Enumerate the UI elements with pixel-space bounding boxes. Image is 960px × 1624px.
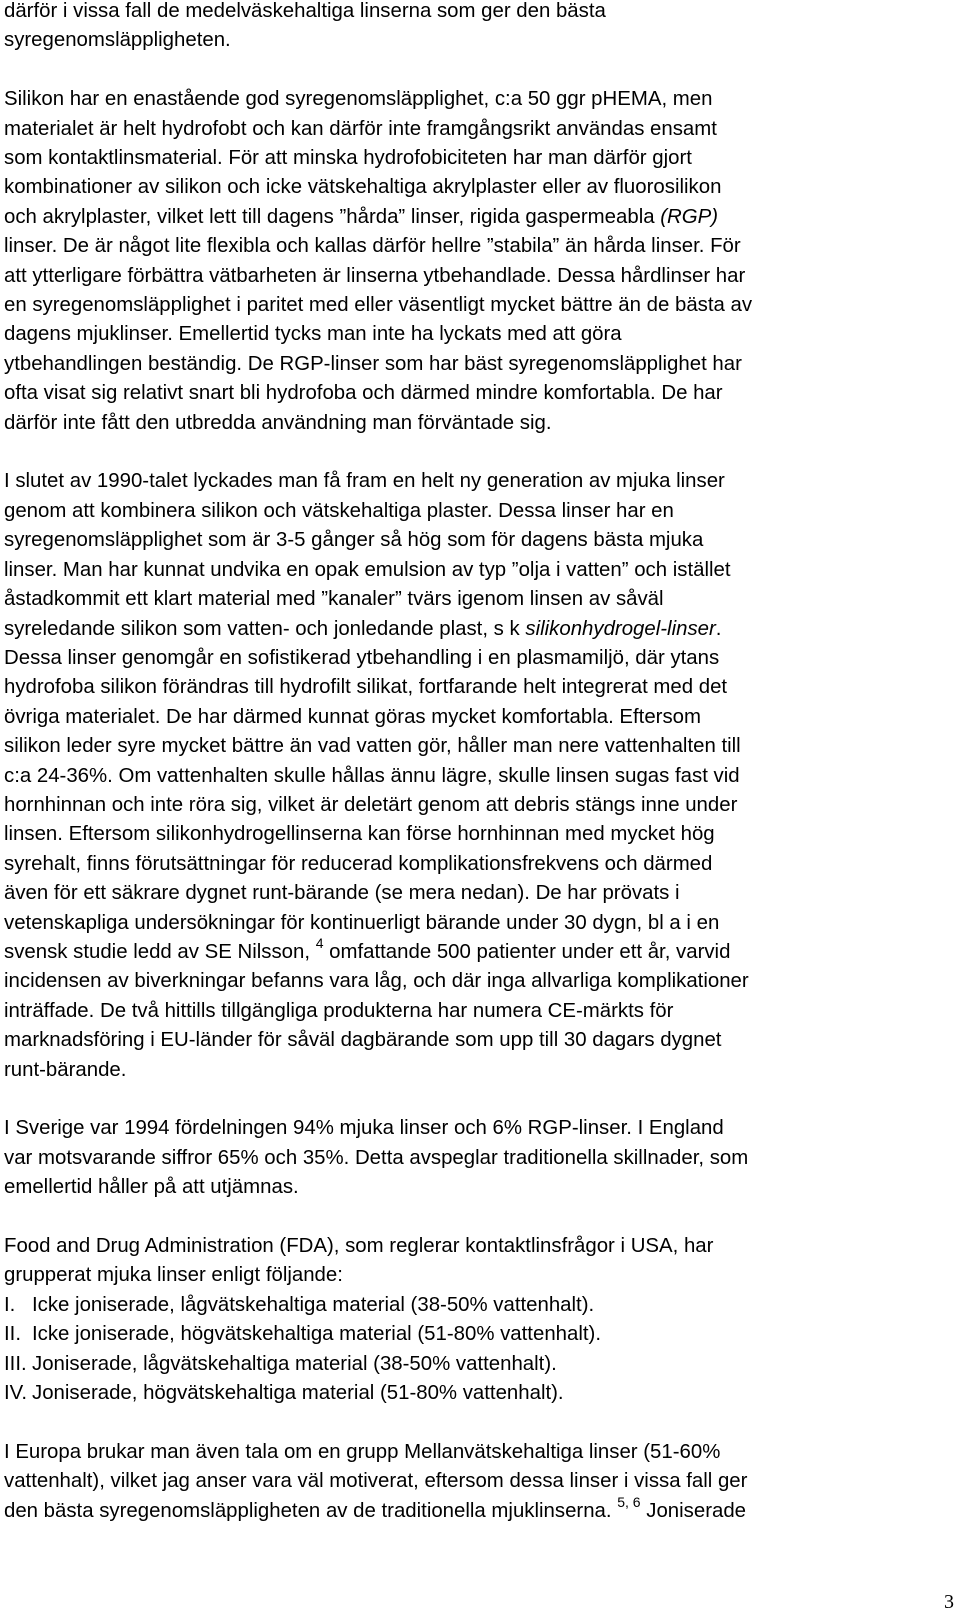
- text-run: vetenskapliga undersökningar för kontinuerligt bärande under 30 dygn, bl a i en: [4, 911, 720, 934]
- text-run: även för ett säkrare dygnet runt-bärande (se mera nedan). De har prövats i: [4, 882, 680, 905]
- text-run: linser. De är något lite flexibla och kallas därför hellre ”stabila” än hårda linser. För: [4, 235, 741, 258]
- paragraph: [4, 1232, 952, 1291]
- text-line: [4, 1261, 952, 1290]
- text-line: [4, 26, 952, 55]
- list-item: [4, 1379, 952, 1408]
- text-line: [4, 291, 952, 320]
- reference-superscript: 5, 6: [617, 1493, 641, 1510]
- text-line: [4, 1144, 952, 1173]
- text-run: emellertid håller på att utjämnas.: [4, 1176, 299, 1199]
- list-text: Joniserade, lågvätskehaltiga material (38-50% vattenhalt).: [32, 1352, 557, 1375]
- text-run: marknadsföring i EU-länder för såväl dagbärande som upp till 30 dagars dygnet: [4, 1029, 722, 1052]
- text-line: [4, 967, 952, 996]
- text-line: [4, 934, 952, 967]
- text-line: [4, 0, 952, 26]
- text-line: [4, 997, 952, 1026]
- text-run: hydrofoba silikon förändras till hydrofilt silikat, fortfarande helt integrerat med det: [4, 676, 728, 699]
- text-line: [4, 1493, 952, 1526]
- text-run: som kontaktlinsmaterial. För att minska hydrofobiciteten har man därför gjort: [4, 147, 692, 170]
- text-line: [4, 144, 952, 173]
- paragraph: [4, 467, 952, 1085]
- text-run: syregenomsläppligheten.: [4, 29, 231, 52]
- text-run: var motsvarande siffror 65% och 35%. Detta avspeglar traditionella skillnader, som: [4, 1146, 749, 1169]
- text-run: materialet är helt hydrofobt och kan därför inte framgångsrikt användas ensamt: [4, 117, 717, 140]
- page-number: 3: [944, 1591, 954, 1613]
- text-run: den bästa syregenomsläppligheten av de traditionella mjuklinserna.: [4, 1499, 618, 1522]
- text-line: [4, 232, 952, 261]
- text-line: [4, 1114, 952, 1143]
- list-text: Icke joniserade, högvätskehaltiga material (51-80% vattenhalt).: [32, 1323, 601, 1346]
- text-run: åstadkommit ett klart material med ”kanaler” tvärs igenom linsen av såväl: [4, 588, 664, 611]
- text-line: [4, 85, 952, 114]
- text-line: [4, 173, 952, 202]
- text-line: [4, 262, 952, 291]
- text-run: övriga materialet. De har därmed kunnat göras mycket komfortabla. Eftersom: [4, 705, 701, 728]
- text-line: [4, 585, 952, 614]
- text-line: [4, 467, 952, 496]
- text-run: svensk studie ledd av SE Nilsson,: [4, 940, 316, 963]
- text-line: [4, 703, 952, 732]
- text-run: Dessa linser genomgår en sofistikerad ytbehandling i en plasmamiljö, där ytans: [4, 646, 720, 669]
- text-run: att ytterligare förbättra vätbarheten är linserna ytbehandlade. Dessa hårdlinser har: [4, 264, 746, 287]
- text-line: [4, 203, 952, 232]
- text-line: [4, 909, 952, 938]
- list-number: III.: [4, 1352, 27, 1375]
- paragraph: [4, 1438, 952, 1526]
- text-line: [4, 1467, 952, 1496]
- italic-text: silikonhydrogel-linser: [525, 617, 716, 640]
- text-line: [4, 673, 952, 702]
- list-text: Icke joniserade, lågvätskehaltiga material (38-50% vattenhalt).: [32, 1293, 595, 1316]
- text-run: inträffade. De två hittills tillgängliga produkterna har numera CE-märkts för: [4, 999, 674, 1022]
- text-run: grupperat mjuka linser enligt följande:: [4, 1264, 343, 1287]
- text-line: [4, 850, 952, 879]
- paragraph: [4, 1114, 952, 1202]
- list-item: [4, 1291, 952, 1320]
- text-run: linser. Man har kunnat undvika en opak emulsion av typ ”olja i vatten” och istället: [4, 558, 731, 581]
- text-run: c:a 24-36%. Om vattenhalten skulle hållas ännu lägre, skulle linsen sugas fast vid: [4, 764, 740, 787]
- text-line: [4, 820, 952, 849]
- text-line: [4, 350, 952, 379]
- list-number: II.: [4, 1323, 21, 1346]
- text-line: [4, 1026, 952, 1055]
- list-text: Joniserade, högvätskehaltiga material (51-80% vattenhalt).: [32, 1382, 564, 1405]
- body-text: [4, 0, 952, 1555]
- text-line: [4, 409, 952, 438]
- text-run: .: [715, 617, 722, 640]
- text-line: [4, 762, 952, 791]
- text-line: [4, 1173, 952, 1202]
- text-run: I Sverige var 1994 fördelningen 94% mjuka linser och 6% RGP-linser. I England: [4, 1117, 724, 1140]
- text-line: [4, 379, 952, 408]
- list-item: [4, 1350, 952, 1379]
- text-line: [4, 320, 952, 349]
- list-item: [4, 1320, 952, 1349]
- text-line: [4, 556, 952, 585]
- text-run: en syregenomsläpplighet i paritet med eller väsentligt mycket bättre än de bästa av: [4, 294, 753, 317]
- text-run: syrehalt, finns förutsättningar för reducerad komplikationsfrekvens och därmed: [4, 852, 713, 875]
- text-run: kombinationer av silikon och icke vätskehaltiga akrylplaster eller av fluorosilikon: [4, 176, 722, 199]
- text-run: I slutet av 1990-talet lyckades man få fram en helt ny generation av mjuka linser: [4, 470, 725, 493]
- text-run: syregenomsläpplighet som är 3-5 gånger så hög som för dagens bästa mjuka: [4, 529, 704, 552]
- text-run: Silikon har en enastående god syregenomsläpplighet, c:a 50 ggr pHEMA, men: [4, 88, 713, 111]
- list-number: I.: [4, 1293, 16, 1316]
- paragraph: [4, 85, 952, 438]
- text-line: [4, 115, 952, 144]
- text-run: I Europa brukar man även tala om en grupp Mellanvätskehaltiga linser (51-60%: [4, 1440, 721, 1463]
- text-line: [4, 879, 952, 908]
- text-line: [4, 1056, 952, 1085]
- text-run: Food and Drug Administration (FDA), som reglerar kontaktlinsfrågor i USA, har: [4, 1235, 714, 1257]
- text-run: och akrylplaster, vilket lett till dagens ”hårda” linser, rigida gaspermeabla: [4, 205, 661, 228]
- text-line: [4, 1438, 952, 1467]
- text-line: [4, 791, 952, 820]
- text-line: [4, 732, 952, 761]
- reference-superscript: 4: [315, 934, 324, 951]
- text-run: vattenhalt), vilket jag anser vara väl motiverat, eftersom dessa linser i vissa fall ger: [4, 1470, 748, 1493]
- text-run: ytbehandlingen beständig. De RGP-linser som har bäst syregenomsläpplighet har: [4, 352, 742, 375]
- text-line: [4, 615, 952, 644]
- text-line: [4, 497, 952, 526]
- fda-classification-list: [4, 1291, 952, 1409]
- text-run: ofta visat sig relativt snart bli hydrofoba och därmed mindre komfortabla. De har: [4, 382, 723, 405]
- text-line: [4, 644, 952, 673]
- text-run: genom att kombinera silikon och vätskehaltiga plaster. Dessa linser har en: [4, 499, 674, 522]
- text-run: därför i vissa fall de medelväskehaltiga linserna som ger den bästa: [4, 0, 606, 22]
- text-run: Joniserade: [640, 1499, 747, 1522]
- text-run: runt-bärande.: [4, 1058, 127, 1081]
- text-run: syreledande silikon som vatten- och jonledande plast, s k: [4, 617, 526, 640]
- text-run: dagens mjuklinser. Emellertid tycks man inte ha lyckats med att göra: [4, 323, 622, 346]
- text-run: därför inte fått den utbredda användning man förväntade sig.: [4, 411, 552, 434]
- text-run: linsen. Eftersom silikonhydrogellinserna kan förse hornhinnan med mycket hög: [4, 823, 715, 846]
- paragraph: [4, 0, 952, 56]
- text-run: hornhinnan och inte röra sig, vilket är deletärt genom att debris stängs inne under: [4, 793, 738, 816]
- text-run: incidensen av biverkningar befanns vara låg, och där inga allvarliga komplikationer: [4, 970, 749, 993]
- italic-text: (RGP): [660, 205, 719, 228]
- text-line: [4, 526, 952, 555]
- list-number: IV.: [4, 1382, 28, 1405]
- text-line: [4, 1232, 952, 1261]
- text-run: silikon leder syre mycket bättre än vad vatten gör, håller man nere vattenhalten till: [4, 735, 741, 758]
- text-run: omfattande 500 patienter under ett år, varvid: [323, 940, 731, 963]
